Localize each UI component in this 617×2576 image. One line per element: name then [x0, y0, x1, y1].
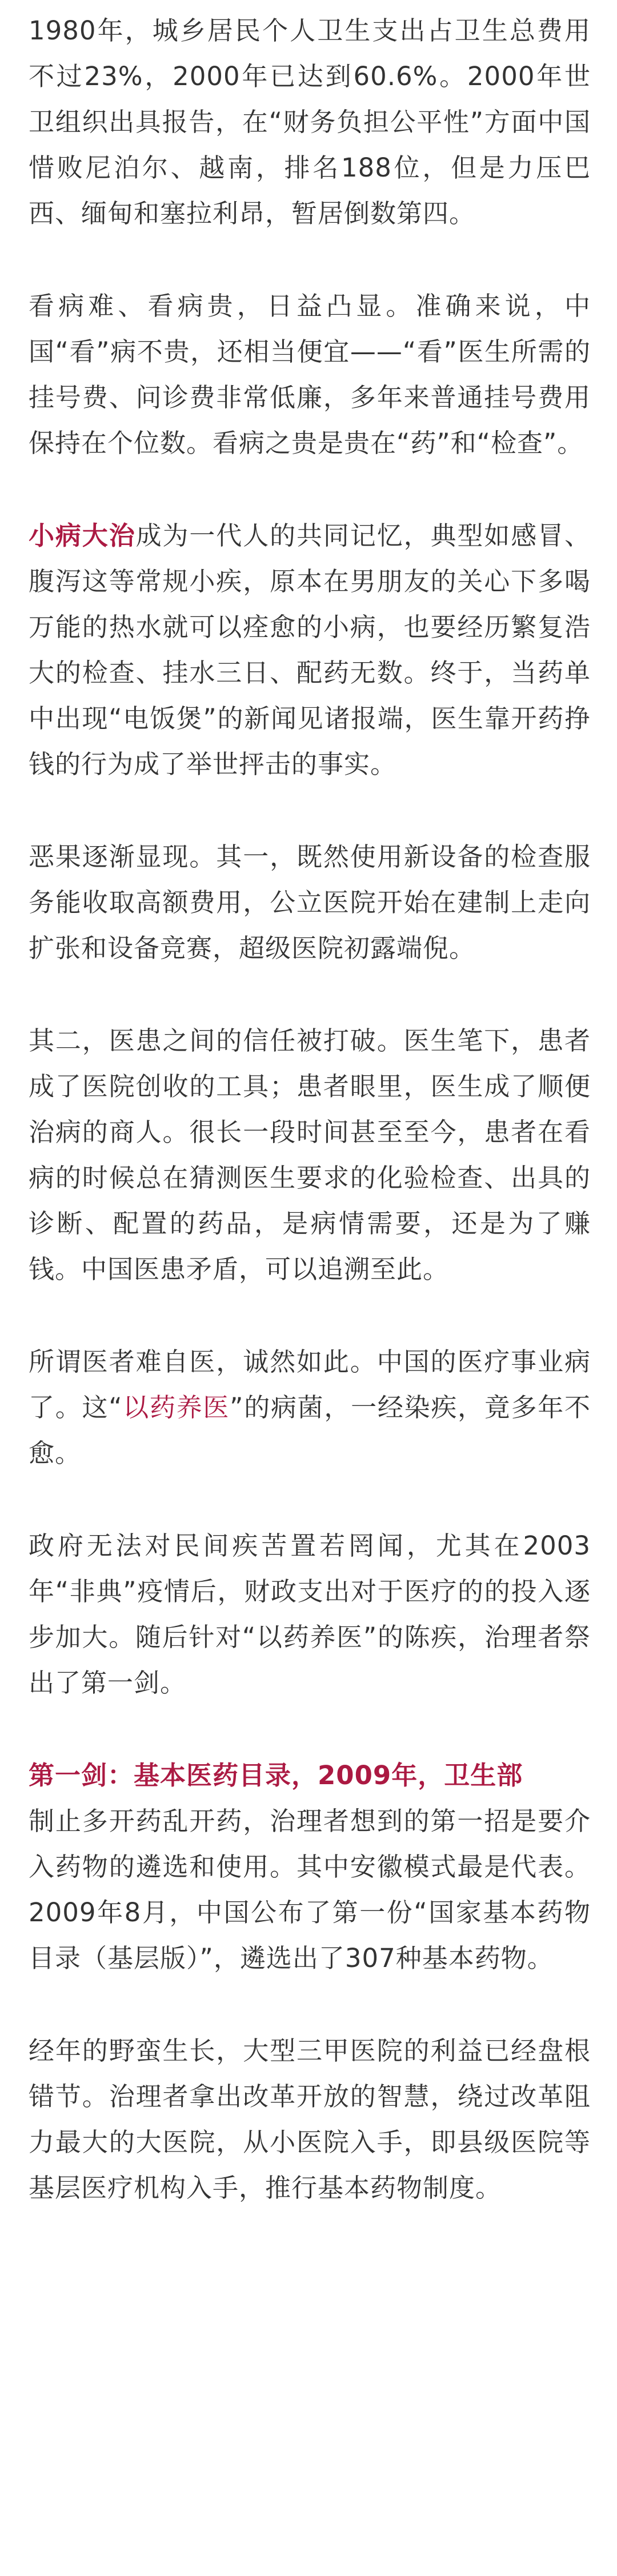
section-heading-first-measure: 第一剑：基本医药目录，2009年，卫生部 [29, 1760, 523, 1790]
paragraph-over-treatment [29, 513, 591, 787]
paragraph-trust: 其二，医患之间的信任被打破。医生笔下，患者成了医院创收的工具；患者眼里，医生成了顺便治病的商人。很长一段时间甚至至今，患者在看病的时候总在猜测医生要求的化验检查、出具的诊断、配置的药品，是病情需要，还是为了赚钱。中国医患矛盾，可以追溯至此。 [29, 1025, 591, 1284]
paragraph-cost-of-care: 看病难、看病贵，日益凸显。准确来说，中国“看”病不贵，还相当便宜——“看”医生所需的挂号费、问诊费非常低廉，多年来普通挂号费用保持在个位数。看病之贵是贵在“药”和“检查”。 [29, 291, 591, 458]
paragraph-basic-drug-system: 经年的野蛮生长，大型三甲医院的利益已经盘根错节。治理者拿出改革开放的智慧，绕过改革阻力最大的大医院，从小医院入手，即县级医院等基层医疗机构入手，推行基本药物制度。 [29, 2036, 591, 2203]
paragraph-drug-funding-after: ”的病菌，一经染疾，竟多年不愈。 [29, 1392, 591, 1468]
paragraph-drug-funding-before: 所谓医者难自医，诚然如此。中国的医疗事业病了。这“ [29, 1347, 591, 1423]
paragraph-first-measure-text: 制止多开药乱开药，治理者想到的第一招是要介入药物的遴选和使用。其中安徽模式最是代表。2009年8月，中国公布了第一份“国家基本药物目录（基层版）”，遴选出了307种基本药物。 [29, 1806, 591, 1973]
paragraph-government-response: 政府无法对民间疾苦置若罔闻，尤其在2003年“非典”疫情后，财政支出对于医疗的的投入逐步加大。随后针对“以药养医”的陈疾，治理者祭出了第一剑。 [29, 1531, 591, 1698]
paragraph-first-measure [29, 1753, 591, 1981]
highlight-over-treatment: 小病大治 [29, 520, 136, 551]
paragraph-drug-funding [29, 1339, 591, 1476]
paragraph-consequences: 恶果逐渐显现。其一，既然使用新设备的检查服务能收取高额费用，公立医院开始在建制上走向扩张和设备竞赛，超级医院初露端倪。 [29, 842, 591, 963]
paragraph-health-spending: 1980年，城乡居民个人卫生支出占卫生总费用不过23%，2000年已达到60.6%。2000年世卫组织出具报告，在“财务负担公平性”方面中国惜败尼泊尔、越南，排名188位，但是力压巴西、缅甸和塞拉利昂，暂居倒数第四。 [29, 15, 591, 229]
link-drug-funding[interactable]: 以药养医 [122, 1392, 230, 1423]
paragraph-over-treatment-text: 成为一代人的共同记忆，典型如感冒、腹泻这等常规小疾，原本在男朋友的关心下多喝万能的热水就可以痊愈的小病，也要经历繁复浩大的检查、挂水三日、配药无数。终于，当药单中出现“电饭煲”的新闻见诸报端，医生靠开药挣钱的行为成了举世抨击的事实。 [29, 520, 591, 779]
